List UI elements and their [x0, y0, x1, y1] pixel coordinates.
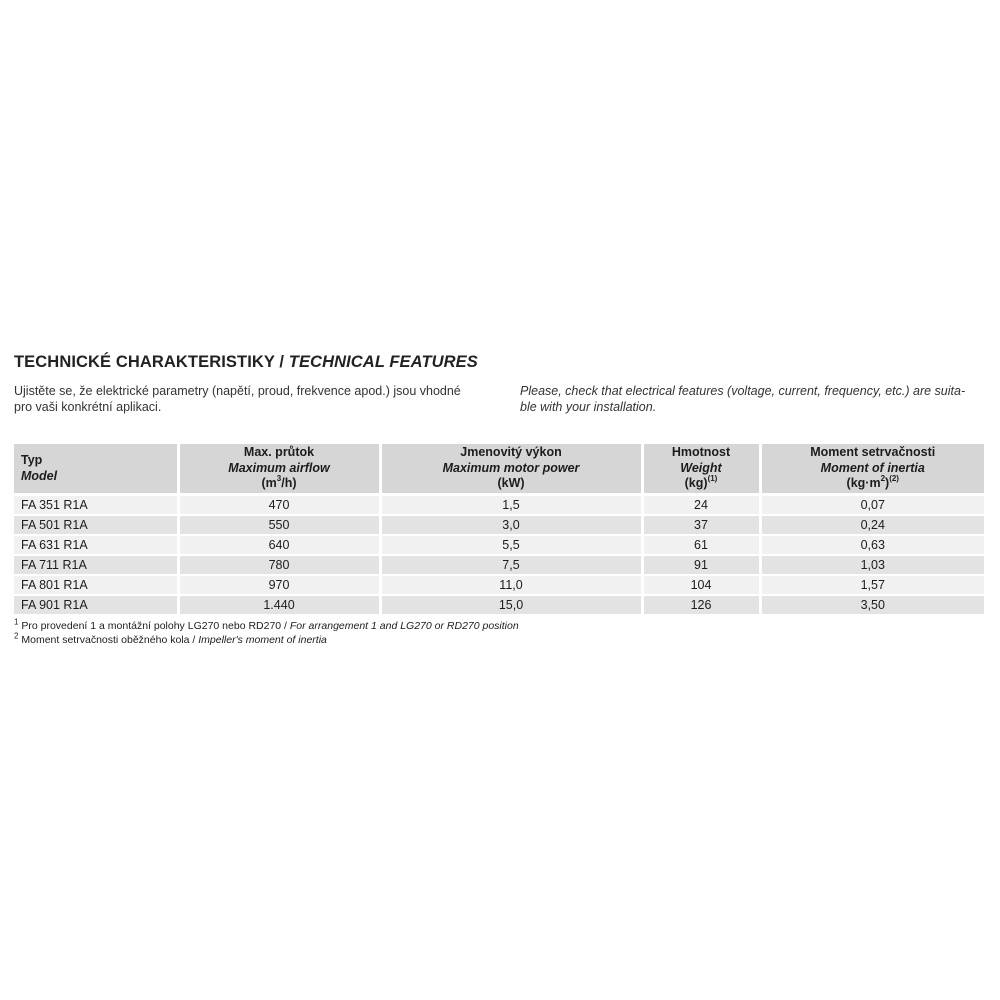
table-row — [14, 595, 984, 615]
footnote-number: 2 — [14, 631, 19, 640]
header-unit: (kg)$^{(1)}$ — [684, 474, 718, 491]
intro-text-cz — [14, 383, 489, 415]
header-unit: $(kg\cdot m^2)^{(2)}$ — [846, 474, 899, 491]
table-row — [14, 555, 984, 575]
header-unit: (kW) — [497, 476, 525, 491]
cell-model: FA 711 R1A — [14, 555, 178, 575]
cell-airflow: 470 — [178, 495, 380, 516]
header-label-cz: Max. průtok — [243, 445, 315, 460]
cell-motor-power: 11,0 — [380, 575, 642, 595]
footnote-text-en: Impeller's moment of inertia — [198, 633, 327, 646]
footnote-text-en: For arrangement 1 and LG270 or RD270 position — [289, 620, 519, 632]
cell-airflow: 550 — [178, 515, 380, 535]
intro-en-line-1: Please, check that electrical features (voltage, current, frequency, etc.) are suita- — [520, 384, 966, 398]
header-label-en: Maximum motor power — [442, 460, 580, 475]
cell-airflow: 1.440 — [178, 595, 380, 615]
cell-weight: 126 — [642, 595, 760, 615]
footnote-ref: (1) — [707, 474, 718, 484]
header-motor-power — [380, 444, 642, 495]
footnote-number: 1 — [14, 617, 19, 627]
cell-inertia: 0,63 — [760, 535, 984, 555]
header-label-en: Moment of inertia — [820, 460, 925, 475]
cell-weight: 24 — [642, 495, 760, 516]
footnote-text-cz: Pro provedení 1 a montážní polohy LG270 nebo RD270 / — [21, 620, 287, 632]
cell-motor-power: 15,0 — [380, 595, 642, 615]
footnote-2 — [14, 631, 519, 648]
cell-inertia: 3,50 — [760, 595, 984, 615]
table-row — [14, 575, 984, 595]
cell-motor-power: 5,5 — [380, 535, 642, 555]
intro-text-en — [520, 383, 990, 415]
cell-inertia: 0,07 — [760, 495, 984, 516]
header-inertia — [760, 444, 984, 495]
cell-motor-power: 7,5 — [380, 555, 642, 575]
header-label-en: Model — [21, 468, 58, 483]
cell-model: FA 501 R1A — [14, 515, 178, 535]
header-label-cz: Typ — [21, 453, 43, 467]
header-unit: $(m^3/h)$ — [261, 474, 297, 491]
intro-cz-line-1: Ujistěte se, že elektrické parametry (napětí, proud, frekvence apod.) jsou vhodné — [14, 384, 461, 398]
table-row — [14, 495, 984, 516]
footnote-ref: (2) — [889, 474, 899, 484]
header-model — [14, 444, 178, 495]
footnote-text-cz: Moment setrvačnosti oběžného kola / — [21, 633, 196, 646]
cell-motor-power: 3,0 — [380, 515, 642, 535]
table-row — [14, 535, 984, 555]
header-label-en: Weight — [680, 460, 722, 475]
footnote-1 — [14, 617, 519, 634]
cell-airflow: 970 — [178, 575, 380, 595]
cell-airflow: 640 — [178, 535, 380, 555]
cell-inertia: 1,03 — [760, 555, 984, 575]
cell-weight: 37 — [642, 515, 760, 535]
header-label-en: Maximum airflow — [228, 460, 330, 475]
intro-en-line-2: ble with your installation. — [520, 400, 657, 414]
cell-motor-power: 1,5 — [380, 495, 642, 516]
table-row — [14, 515, 984, 535]
cell-model: FA 351 R1A — [14, 495, 178, 516]
header-weight — [642, 444, 760, 495]
cell-inertia: 1,57 — [760, 575, 984, 595]
header-label-cz: Hmotnost — [671, 445, 731, 460]
section-title-cz: TECHNICKÉ CHARAKTERISTIKY / — [14, 353, 285, 371]
footnotes — [14, 617, 519, 647]
intro-cz-line-2: pro vaši konkrétní aplikaci. — [14, 400, 162, 414]
header-label-cz: Jmenovitý výkon — [460, 445, 562, 460]
section-title — [14, 353, 478, 372]
cell-weight: 61 — [642, 535, 760, 555]
cell-model: FA 901 R1A — [14, 595, 178, 615]
cell-weight: 104 — [642, 575, 760, 595]
technical-features-table — [14, 444, 984, 616]
header-airflow — [178, 444, 380, 495]
cell-airflow: 780 — [178, 555, 380, 575]
cell-model: FA 631 R1A — [14, 535, 178, 555]
table-header-row — [14, 444, 984, 495]
header-label-cz: Moment setrvačnosti — [810, 445, 936, 460]
cell-weight: 91 — [642, 555, 760, 575]
cell-model: FA 801 R1A — [14, 575, 178, 595]
cell-inertia: 0,24 — [760, 515, 984, 535]
section-title-en: TECHNICAL FEATURES — [288, 353, 478, 371]
